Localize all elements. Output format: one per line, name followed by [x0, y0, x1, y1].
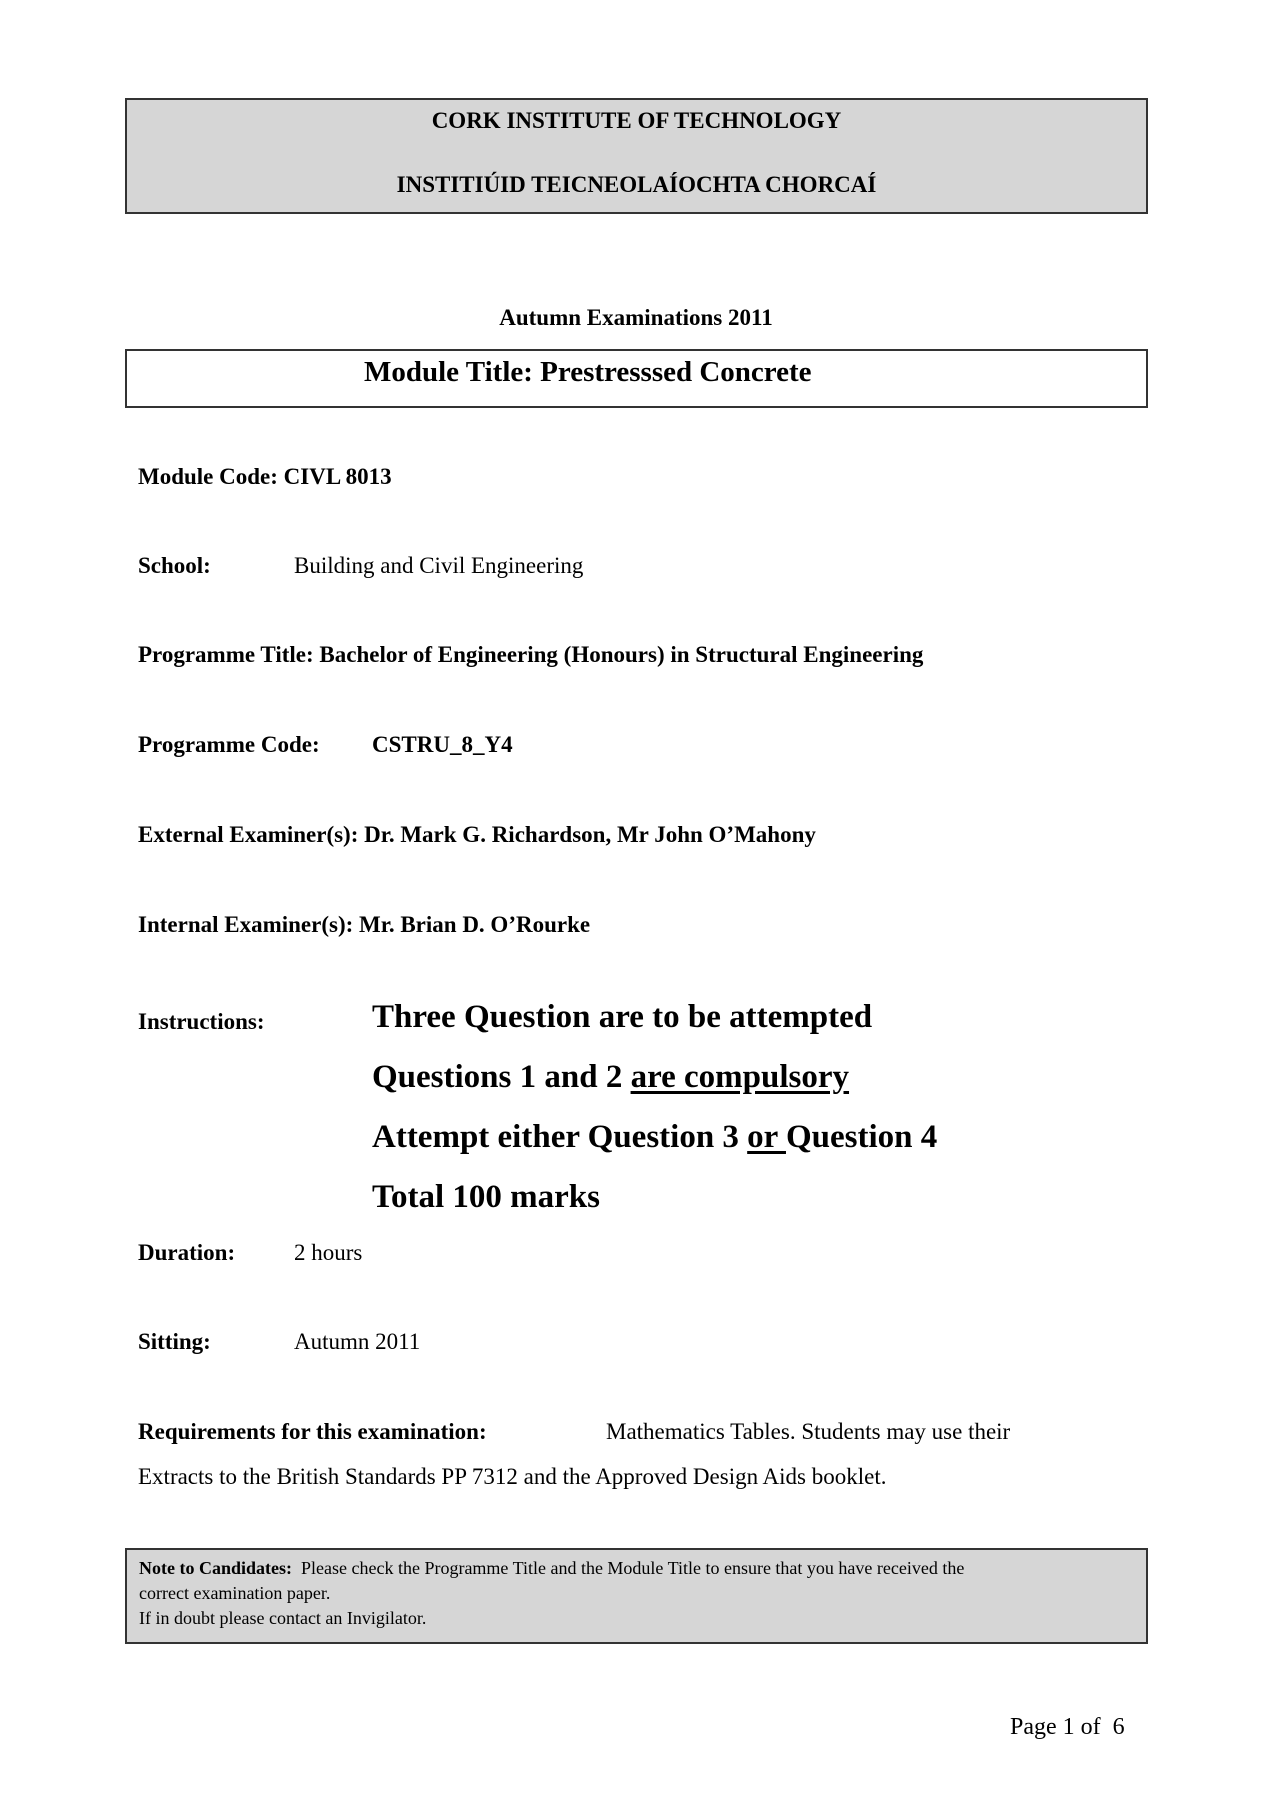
- instruction-line-2-prefix: Questions 1 and 2: [372, 1059, 631, 1095]
- module-title: Module Title: Prestresssed Concrete: [364, 356, 812, 388]
- programme-title-row: [138, 642, 923, 668]
- requirements-label: Requirements for this examination:: [138, 1419, 487, 1444]
- school-value: Building and Civil Engineering: [294, 553, 584, 578]
- requirements-value-line-2: Extracts to the British Standards PP 7312 and the Approved Design Aids booklet.: [138, 1464, 887, 1489]
- external-examiners-label: External Examiner(s):: [138, 822, 359, 847]
- duration-label: Duration:: [138, 1240, 236, 1265]
- institute-header-box: [125, 98, 1148, 214]
- note-to-candidates-box: [125, 1548, 1148, 1644]
- instruction-line-3-suffix: Question 4: [785, 1119, 938, 1155]
- note-text-line-1: Please check the Programme Title and the Module Title to ensure that you have received the: [301, 1558, 965, 1578]
- instruction-line-3-underlined: or: [747, 1119, 786, 1155]
- note-label: Note to Candidates:: [139, 1558, 292, 1578]
- sitting-value: Autumn 2011: [294, 1329, 421, 1354]
- programme-title-label: Programme Title:: [138, 642, 314, 667]
- internal-examiners-value: Mr. Brian D. O’Rourke: [359, 912, 591, 937]
- instruction-line-3: [372, 1119, 937, 1156]
- internal-examiners-label: Internal Examiner(s):: [138, 912, 354, 937]
- module-code-value: CIVL 8013: [283, 464, 392, 489]
- programme-code-value: CSTRU_8_Y4: [372, 732, 513, 757]
- external-examiners-value: Dr. Mark G. Richardson, Mr John O’Mahony: [364, 822, 816, 847]
- external-examiners-row: [138, 822, 816, 848]
- instructions-label: Instructions:: [138, 1009, 265, 1034]
- exam-session: Autumn Examinations 2011: [499, 305, 773, 330]
- note-text-line-2: correct examination paper.: [139, 1583, 331, 1603]
- page-number: Page 1 of 6: [1010, 1714, 1125, 1740]
- module-code-row: [138, 464, 392, 490]
- institute-name-english: CORK INSTITUTE OF TECHNOLOGY: [431, 108, 842, 133]
- module-title-box: [125, 349, 1148, 408]
- instruction-line-2-underlined: are compulsory: [630, 1059, 850, 1095]
- programme-code-label: Programme Code:: [138, 732, 320, 757]
- note-line-1: [139, 1556, 1134, 1581]
- duration-value: 2 hours: [294, 1240, 363, 1265]
- instruction-line-2: [372, 1059, 849, 1096]
- module-code-label: Module Code:: [138, 464, 278, 489]
- sitting-label: Sitting:: [138, 1329, 211, 1354]
- instruction-line-3-prefix: Attempt either Question 3: [372, 1119, 748, 1155]
- instruction-line-4: Total 100 marks: [372, 1179, 600, 1215]
- instruction-line-1: Three Question are to be attempted: [372, 999, 873, 1035]
- note-text-line-3: If in doubt please contact an Invigilator.: [139, 1608, 427, 1628]
- programme-title-value: Bachelor of Engineering (Honours) in Structural Engineering: [319, 642, 924, 667]
- internal-examiners-row: [138, 912, 590, 938]
- requirements-value-line-1: Mathematics Tables. Students may use their: [606, 1419, 1011, 1444]
- institute-name-irish: INSTITIÚID TEICNEOLAÍOCHTA CHORCAÍ: [396, 172, 877, 197]
- school-label: School:: [138, 553, 211, 578]
